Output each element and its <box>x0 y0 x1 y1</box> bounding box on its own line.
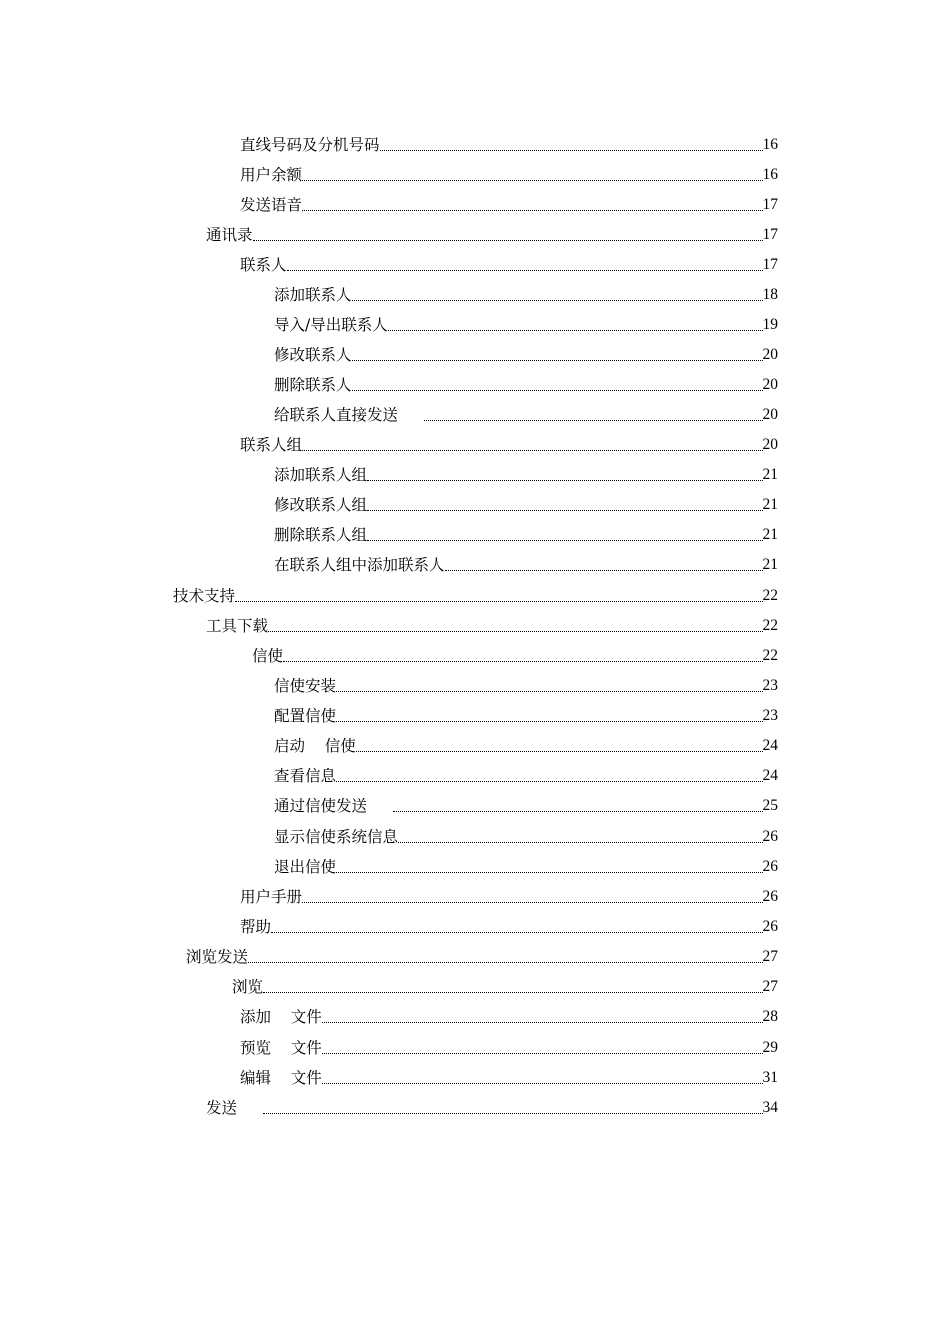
dot-leader <box>253 220 763 250</box>
toc-entry[interactable] <box>0 160 950 190</box>
dot-leader <box>283 641 762 671</box>
toc-entry[interactable] <box>0 791 950 821</box>
dot-leader <box>380 130 763 160</box>
toc-entry[interactable] <box>0 220 950 250</box>
toc-entry-title: 导入/导出联系人 <box>274 316 388 334</box>
dot-leader <box>445 550 763 580</box>
toc-entry-page: 16 <box>762 136 778 153</box>
toc-entry[interactable] <box>0 611 950 641</box>
dot-leader <box>424 400 762 430</box>
dot-leader <box>336 671 762 701</box>
toc-entry-title: 查看信息 <box>274 767 337 785</box>
toc-entry[interactable] <box>0 731 950 761</box>
toc-entry[interactable] <box>0 1033 950 1063</box>
toc-entry-page: 20 <box>762 346 778 363</box>
dot-leader <box>367 460 762 490</box>
toc-entry-page: 22 <box>762 647 778 664</box>
toc-entry-page: 19 <box>762 316 778 333</box>
toc-entry-page: 23 <box>762 677 778 694</box>
toc-entry-title: 添加联系人 <box>274 286 352 304</box>
dot-leader <box>393 791 762 821</box>
toc-entry[interactable] <box>0 1063 950 1093</box>
toc-entry-title: 配置信使 <box>274 707 337 725</box>
toc-entry-title: 退出信使 <box>274 858 337 876</box>
toc-entry[interactable] <box>0 370 950 400</box>
toc-entry-title: 修改联系人组 <box>274 496 368 514</box>
toc-entry[interactable] <box>0 250 950 280</box>
toc-entry-title: 用户余额 <box>240 166 303 184</box>
dot-leader <box>235 581 762 611</box>
dot-leader <box>322 1063 763 1093</box>
toc-entry-page: 24 <box>762 737 778 754</box>
toc-entry[interactable] <box>0 641 950 671</box>
toc-entry-title: 浏览 <box>232 978 264 996</box>
toc-entry-page: 17 <box>762 256 778 273</box>
toc-entry-title: 用户手册 <box>240 888 303 906</box>
toc-entry[interactable] <box>0 490 950 520</box>
toc-entry-page: 21 <box>762 526 778 543</box>
toc-entry[interactable] <box>0 942 950 972</box>
toc-entry-page: 31 <box>762 1069 778 1086</box>
dot-leader <box>263 1093 762 1123</box>
dot-leader <box>302 190 762 220</box>
toc-entry[interactable] <box>0 190 950 220</box>
toc-entry-title: 添加联系人组 <box>274 466 368 484</box>
toc-entry[interactable] <box>0 280 950 310</box>
dot-leader <box>367 490 762 520</box>
toc-entry[interactable] <box>0 1002 950 1032</box>
toc-entry-title: 修改联系人 <box>274 346 352 364</box>
toc-entry[interactable] <box>0 972 950 1002</box>
toc-entry-page: 24 <box>762 767 778 784</box>
toc-entry-page: 21 <box>762 556 778 573</box>
toc-entry[interactable] <box>0 130 950 160</box>
dot-leader <box>398 822 762 852</box>
toc-entry[interactable] <box>0 912 950 942</box>
toc-entry-title: 工具下载 <box>206 617 269 635</box>
toc-entry[interactable] <box>0 701 950 731</box>
toc-entry[interactable] <box>0 1093 950 1123</box>
toc-entry-title: 启动 信使 <box>274 737 356 755</box>
dot-leader <box>287 250 763 280</box>
toc-entry-title: 直线号码及分机号码 <box>240 136 380 154</box>
toc-entry-page: 26 <box>762 828 778 845</box>
toc-entry[interactable] <box>0 761 950 791</box>
toc-entry-title: 删除联系人组 <box>274 526 368 544</box>
toc-entry-page: 27 <box>762 978 778 995</box>
toc-entry[interactable] <box>0 581 950 611</box>
dot-leader <box>336 761 762 791</box>
toc-entry-page: 22 <box>762 617 778 634</box>
toc-entry-page: 26 <box>762 858 778 875</box>
dot-leader <box>322 1002 763 1032</box>
toc-entry-title: 给联系人直接发送 <box>274 406 399 424</box>
toc-entry-title: 帮助 <box>240 918 272 936</box>
toc-entry[interactable] <box>0 460 950 490</box>
toc-entry-title: 发送 <box>206 1099 238 1117</box>
toc-entry[interactable] <box>0 882 950 912</box>
dot-leader <box>248 942 762 972</box>
dot-leader <box>352 370 763 400</box>
dot-leader <box>388 310 763 340</box>
dot-leader <box>322 1033 763 1063</box>
toc-entry-page: 21 <box>762 466 778 483</box>
toc-entry-title: 发送语音 <box>240 196 303 214</box>
toc-entry-page: 27 <box>762 948 778 965</box>
dot-leader <box>268 611 762 641</box>
dot-leader <box>302 882 762 912</box>
dot-leader <box>336 701 762 731</box>
dot-leader <box>271 912 762 942</box>
dot-leader <box>356 731 763 761</box>
toc-entry[interactable] <box>0 520 950 550</box>
dot-leader <box>263 972 762 1002</box>
toc-entry-title: 信使安装 <box>274 677 337 695</box>
toc-entry-page: 28 <box>762 1008 778 1025</box>
toc-entry-title: 浏览发送 <box>186 948 249 966</box>
dot-leader <box>367 520 762 550</box>
toc-entry-page: 34 <box>762 1099 778 1116</box>
toc-entry-page: 17 <box>762 226 778 243</box>
toc-entry[interactable] <box>0 852 950 882</box>
dot-leader <box>352 280 763 310</box>
toc-entry[interactable] <box>0 550 950 580</box>
toc-entry[interactable] <box>0 671 950 701</box>
toc-entry-title: 添加 文件 <box>240 1008 322 1026</box>
toc-entry-page: 20 <box>762 376 778 393</box>
toc-entry-title: 通过信使发送 <box>274 797 368 815</box>
dot-leader <box>302 430 762 460</box>
dot-leader <box>336 852 762 882</box>
toc-entry-title: 技术支持 <box>173 587 236 605</box>
toc-entry-page: 25 <box>762 797 778 814</box>
toc-entry-page: 23 <box>762 707 778 724</box>
dot-leader <box>352 340 763 370</box>
toc-entry-page: 20 <box>762 406 778 423</box>
toc-entry[interactable] <box>0 310 950 340</box>
toc-entry-page: 21 <box>762 496 778 513</box>
toc-entry-title: 联系人组 <box>240 436 303 454</box>
toc-entry-page: 18 <box>762 286 778 303</box>
toc-entry-page: 17 <box>762 196 778 213</box>
toc-entry-page: 29 <box>762 1039 778 1056</box>
toc-entry[interactable] <box>0 430 950 460</box>
toc-entry-title: 通讯录 <box>206 226 253 244</box>
toc-entry-title: 编辑 文件 <box>240 1069 322 1087</box>
toc-entry-title: 预览 文件 <box>240 1039 322 1057</box>
toc-entry-page: 20 <box>762 436 778 453</box>
toc-entry[interactable] <box>0 400 950 430</box>
toc-entry-title: 删除联系人 <box>274 376 352 394</box>
toc-entry[interactable] <box>0 822 950 852</box>
toc-entry[interactable] <box>0 340 950 370</box>
toc-entry-title: 联系人 <box>240 256 287 274</box>
toc-entry-page: 26 <box>762 888 778 905</box>
dot-leader <box>302 160 762 190</box>
toc-entry-title: 显示信使系统信息 <box>274 828 399 846</box>
toc-entry-page: 16 <box>762 166 778 183</box>
toc-entry-title: 在联系人组中添加联系人 <box>274 556 445 574</box>
toc-entry-title: 信使 <box>252 647 284 665</box>
toc-entry-page: 26 <box>762 918 778 935</box>
toc-entry-page: 22 <box>762 587 778 604</box>
